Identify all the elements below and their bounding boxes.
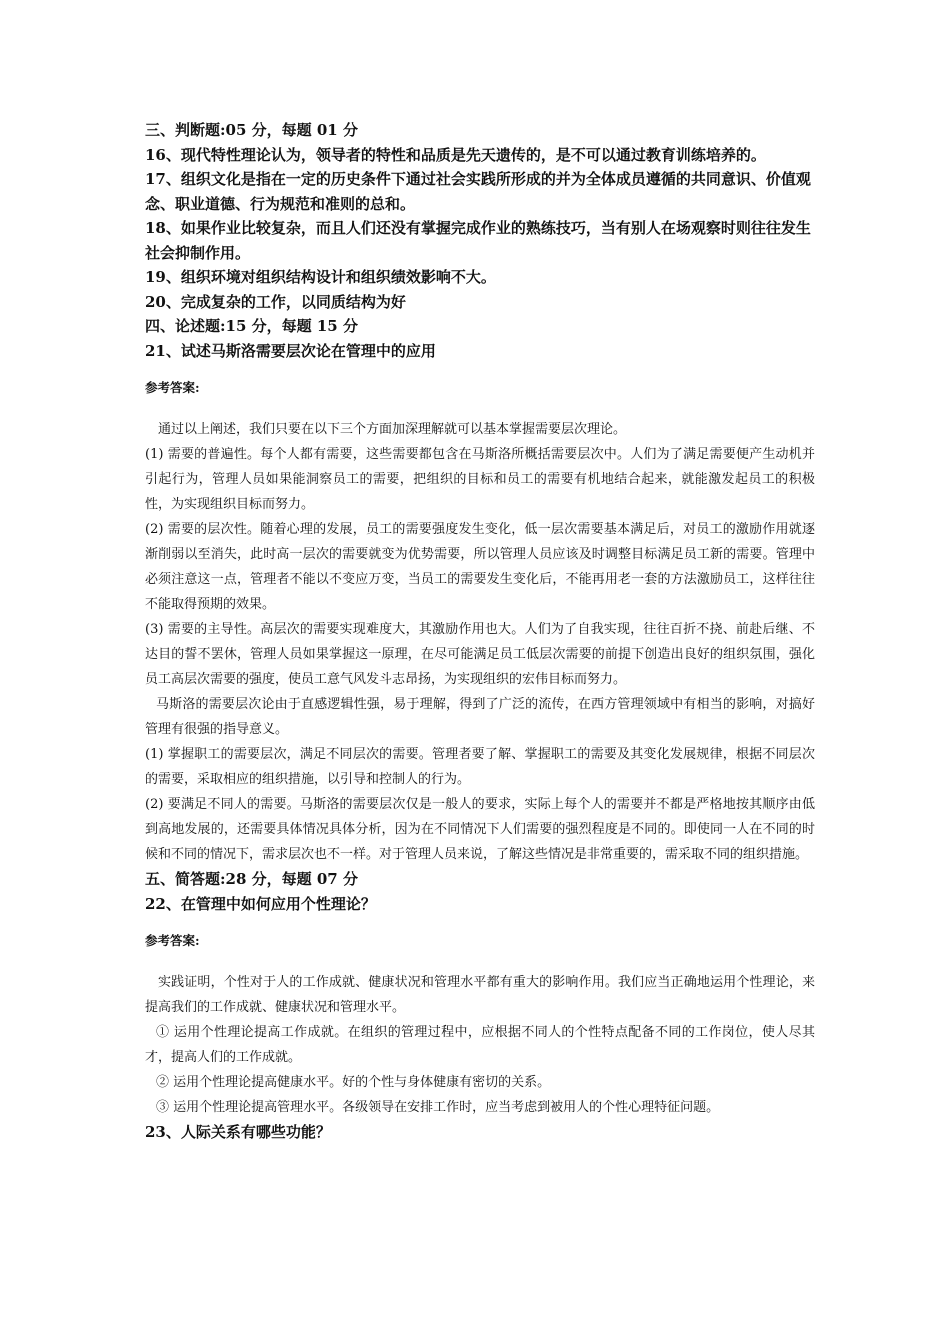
question-22: 22、在管理中如何应用个性理论？ [145, 894, 376, 913]
question-18: 18、如果作业比较复杂，而且人们还没有掌握完成作业的熟练技巧，当有别人在场观察时则往往发生社会抑制作用。 [145, 219, 811, 262]
answer-21 [145, 417, 815, 867]
answer-paragraph: (1) 掌握职工的需要层次，满足不同层次的需要。管理者要了解、掌握职工的需要及其变化发展规律，根据不同层次的需要，采取相应的组织措施，以引导和控制人的行为。 [145, 747, 815, 787]
answer-label-21: 参考答案: [145, 380, 200, 395]
section-heading-short-answer: 五、简答题:28 分，每题 07 分 [145, 870, 358, 888]
answer-paragraph: 通过以上阐述，我们只要在以下三个方面加深理解就可以基本掌握需要层次理论。 [158, 422, 627, 437]
answer-paragraph: (2) 要满足不同人的需要。马斯洛的需要层次仅是一般人的要求，实际上每个人的需要并不都是严格地按其顺序由低到高地发展的，还需要具体情况具体分析，因为在不同情况下人们需要的强烈程度是不同的。即使同一人在不同的时候和不同的情况下，需求层次也不一样。对于管理人员来说，了解这些情况是非常重要的，需采取不同的组织措施。 [145, 797, 815, 862]
answer-paragraph: ① 运用个性理论提高工作成就。在组织的管理过程中，应根据不同人的个性特点配备不同的工作岗位，使人尽其才，提高人们的工作成就。 [145, 1025, 815, 1065]
answer-paragraph: ③ 运用个性理论提高管理水平。各级领导在安排工作时，应当考虑到被用人的个性心理特征问题。 [156, 1100, 720, 1115]
answer-paragraph: 实践证明，个性对于人的工作成就、健康状况和管理水平都有重大的影响作用。我们应当正确地运用个性理论，来提高我们的工作成就、健康状况和管理水平。 [145, 975, 815, 1015]
answer-paragraph: (2) 需要的层次性。随着心理的发展，员工的需要强度发生变化，低一层次需要基本满足后，对员工的激励作用就逐渐削弱以至消失，此时高一层次的需要就变为优势需要，所以管理人员应该及时调整目标满足员工新的需要。管理中必须注意这一点，管理者不能以不变应万变，当员工的需要发生变化后，不能再用老一套的方法激励员工，这样往往不能取得预期的效果。 [145, 522, 815, 612]
question-19: 19、组织环境对组织结构设计和组织绩效影响不大。 [145, 268, 496, 286]
answer-paragraph: ② 运用个性理论提高健康水平。好的个性与身体健康有密切的关系。 [156, 1075, 551, 1090]
answer-paragraph: (1) 需要的普遍性。每个人都有需要，这些需要都包含在马斯洛所概括需要层次中。人们为了满足需要便产生动机并引起行为，管理人员如果能洞察员工的需要，把组织的目标和员工的需要有机地结合起来，就能激发起员工的积极性，为实现组织目标而努力。 [145, 447, 815, 512]
question-20: 20、完成复杂的工作，以同质结构为好 [145, 292, 406, 311]
question-21: 21、试述马斯洛需要层次论在管理中的应用 [145, 341, 436, 360]
answer-paragraph: (3) 需要的主导性。高层次的需要实现难度大，其激励作用也大。人们为了自我实现，往往百折不挠、前赴后继、不达目的誓不罢休，管理人员如果掌握这一原理，在尽可能满足员工低层次需要的前提下创造出良好的组织氛围，强化员工高层次需要的强度，使员工意气风发斗志昂扬，为实现组织的宏伟目标而努力。 [145, 622, 815, 687]
question-17: 17、组织文化是指在一定的历史条件下通过社会实践所形成的并为全体成员遵循的共同意识、价值观念、职业道德、行为规范和准则的总和。 [145, 170, 811, 213]
section-heading-judgment: 三、判断题:05 分，每题 01 分 [145, 121, 358, 139]
document-page [145, 118, 815, 1145]
section-heading-essay: 四、论述题:15 分，每题 15 分 [145, 317, 358, 335]
answer-paragraph: 马斯洛的需要层次论由于直感逻辑性强，易于理解，得到了广泛的流传，在西方管理领域中有相当的影响，对搞好管理有很强的指导意义。 [145, 697, 815, 737]
question-23: 23、人际关系有哪些功能？ [145, 1123, 331, 1141]
question-16: 16、现代特性理论认为，领导者的特性和品质是先天遗传的，是不可以通过教育训练培养的。 [145, 145, 766, 164]
answer-22 [145, 970, 815, 1120]
answer-label-22: 参考答案: [145, 933, 200, 948]
